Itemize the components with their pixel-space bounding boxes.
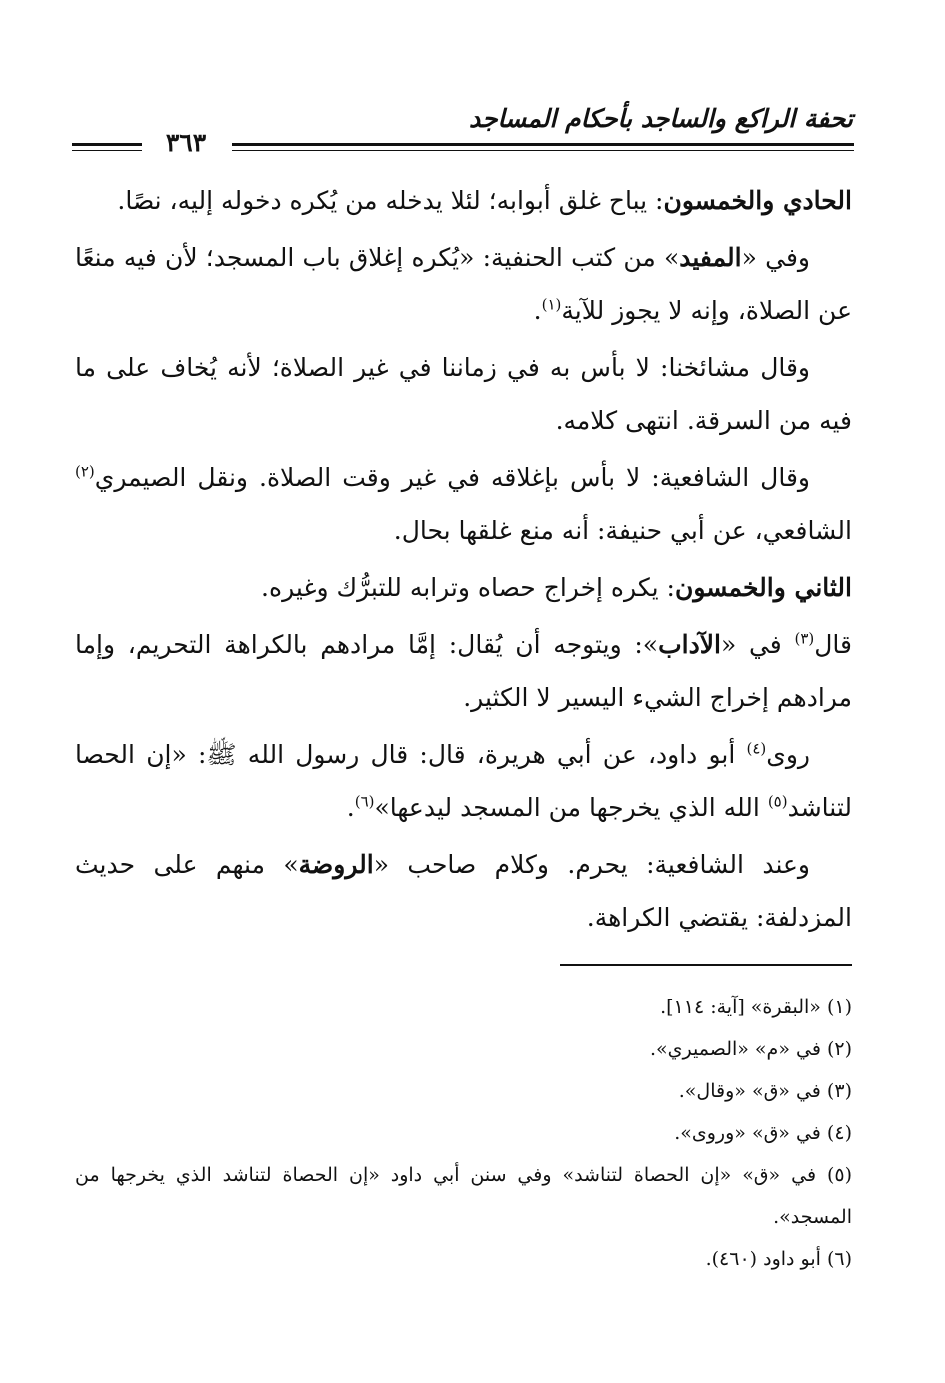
header-rule-short (72, 143, 142, 151)
paragraph-text: . (346, 793, 355, 822)
page-number: ٣٦٣ (165, 128, 207, 157)
paragraph-hadith (75, 728, 852, 834)
main-text (75, 174, 852, 948)
footnote-6: (٦) أبو داود (٤٦٠). (705, 1248, 852, 1270)
paragraph-shafiiyya (75, 451, 852, 557)
running-header-title: تحفة الراكع والساجد بأحكام المساجد (468, 104, 853, 133)
footnotes (75, 986, 852, 1280)
footnote-ref: (٣) (794, 629, 815, 648)
paragraph-text: . (533, 296, 542, 325)
paragraph-text: قال (814, 630, 852, 659)
paragraph-text: الله الذي يخرجها من المسجد ليدعها» (374, 793, 768, 822)
paragraph-text: » من كتب الحنفية: «يُكره إغلاق باب المسجد؛ لأن فيه منعًا عن الصلاة، وإنه لا يجوز للآية (75, 243, 852, 325)
paragraph-mufid (75, 231, 852, 337)
book-title: الروضة (298, 850, 374, 879)
footnote-ref: (٢) (75, 462, 95, 481)
paragraph-text: روى (766, 740, 810, 769)
paragraph-adab (75, 618, 852, 724)
footnote-4: (٤) في «ق» «وروى». (674, 1122, 852, 1144)
footnote-5: (٥) في «ق» «إن الحصاة لتناشد» وفي سنن أبي داود «إن الحصاة لتناشد الذي يخرجها من المسجد». (75, 1164, 852, 1228)
footnote-3: (٣) في «ق» «وقال». (678, 1080, 852, 1102)
paragraph-text: »: ويتوجه أن يُقال: إمَّا مرادهم بالكراهة التحريم، وإما مرادهم إخراج الشيء اليسير لا الكثير. (75, 630, 852, 712)
paragraph-text: وفي « (741, 243, 810, 272)
book-title: الآداب (658, 630, 721, 659)
paragraph-text: وعند الشافعية: يحرم. وكلام صاحب « (373, 850, 810, 879)
footnote-2: (٢) في «م» «الصميري». (649, 1038, 852, 1060)
footnote-ref: (٥) (767, 792, 788, 811)
paragraph-text: : يكره إخراج حصاه وترابه للتبرُّك وغيره. (261, 573, 675, 602)
paragraph-52 (75, 561, 852, 614)
paragraph-rawda (75, 838, 852, 944)
paragraph-mashaikh: وقال مشائخنا: لا بأس به في زماننا في غير الصلاة؛ لأنه يُخاف على ما فيه من السرقة. انتهى كلامه. (75, 353, 852, 435)
paragraph-text: » منهم على حديث المزدلفة: يقتضي الكراهة. (75, 850, 852, 932)
paragraph-text: : يباح غلق أبوابه؛ لئلا يدخله من يُكره دخوله إليه، نصًا. (117, 186, 664, 215)
book-title: المفيد (679, 243, 742, 272)
footnote-ref: (٤) (746, 739, 767, 758)
section-heading: الحادي والخمسون (663, 186, 852, 215)
footnote-ref: (٦) (354, 792, 375, 811)
footnote-1: (١) «البقرة» [آية: ١١٤]. (660, 996, 852, 1018)
paragraph-text: أبو داود، عن أبي هريرة، قال: قال رسول الله ﷺ: «إن الحصا لتناشد (75, 740, 852, 822)
paragraph-text: الشافعي، عن أبي حنيفة: أنه منع غلقها بحال. (393, 516, 852, 545)
paragraph-51 (75, 174, 852, 227)
footnote-separator (560, 964, 852, 966)
footnote-ref: (١) (541, 295, 562, 314)
header-rule (232, 143, 854, 151)
paragraph-text: وقال الشافعية: لا بأس بإغلاقه في غير وقت الصلاة. ونقل الصيمري (94, 463, 810, 492)
paragraph-text: في « (720, 630, 795, 659)
section-heading: الثاني والخمسون (674, 573, 852, 602)
